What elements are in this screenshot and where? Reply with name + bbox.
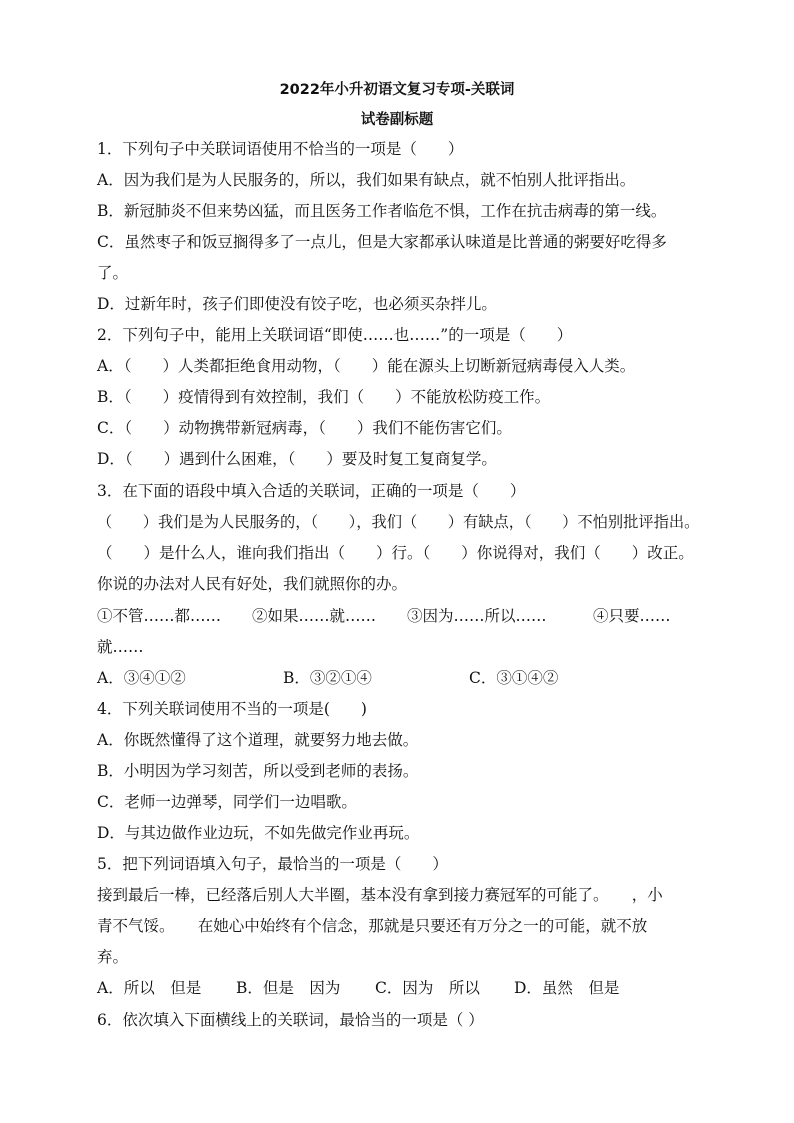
- q3-option-c: C．③①④②: [469, 669, 559, 687]
- page-subtitle: 试卷副标题: [360, 112, 434, 128]
- q5-option-b: B．但是 因为: [236, 979, 341, 997]
- q3-word-choices-cont: 就……: [97, 638, 144, 656]
- q3-options: [97, 668, 707, 688]
- q5-stem: 5．把下列词语填入句子，最恰当的一项是（ ）: [97, 855, 448, 873]
- q1-option-b: B．新冠肺炎不但来势凶猛，而且医务工作者临危不惧，工作在抗击病毒的第一线。: [97, 202, 667, 220]
- q2-option-d: D．（ ）遇到什么困难，（ ）要及时复工复商复学。: [97, 450, 497, 468]
- q5-passage-line: 弃。: [97, 948, 129, 966]
- q4-option-c: C．老师一边弹琴，同学们一边唱歌。: [97, 793, 357, 811]
- q4-option-b: B．小明因为学习刻苦，所以受到老师的表扬。: [97, 762, 419, 780]
- q1-option-c: C．虽然枣子和饭豆搁得多了一点儿，但是大家都承认味道是比普通的粥要好吃得多: [97, 233, 667, 251]
- q1-option-d: D．过新年时，孩子们即使没有饺子吃，也必须买杂拌儿。: [97, 295, 497, 313]
- q3-stem: 3．在下面的语段中填入合适的关联词，正确的一项是（ ）: [97, 482, 526, 500]
- q5-option-d: D．虽然 但是: [514, 979, 620, 997]
- q5-passage-line: 接到最后一棒，已经落后别人大半圈，基本没有拿到接力赛冠军的可能了。 ，小: [97, 886, 663, 904]
- q2-stem: 2．下列句子中，能用上关联词语“即使……也……”的一项是（ ）: [97, 326, 573, 344]
- q1-option-a: A．因为我们是为人民服务的，所以，我们如果有缺点，就不怕别人批评指出。: [97, 171, 636, 189]
- q4-stem: 4．下列关联词使用不当的一项是( ): [97, 700, 367, 718]
- q5-option-a: A．所以 但是: [97, 979, 202, 997]
- q2-option-a: A．（ ）人类都拒绝食用动物，（ ）能在源头上切断新冠病毒侵入人类。: [97, 357, 636, 375]
- q3-option-b: B．③②①④: [283, 669, 372, 687]
- q2-option-c: C．（ ）动物携带新冠病毒，（ ）我们不能伤害它们。: [97, 419, 512, 437]
- q3-passage-line: （ ）我们是为人民服务的，（ ），我们（ ）有缺点，（ ）不怕别批评指出。: [97, 513, 700, 531]
- q4-option-d: D．与其边做作业边玩，不如先做完作业再玩。: [97, 824, 420, 842]
- q1-stem: 1．下列句子中关联词语使用不恰当的一项是（ ）: [97, 140, 464, 158]
- page-title: 2022年小升初语文复习专项-关联词: [279, 82, 515, 98]
- q3-word-choices: ①不管……都…… ②如果……就…… ③因为……所以…… ④只要……: [97, 607, 671, 625]
- q1-option-c-cont: 了。: [97, 264, 129, 282]
- q5-option-c: C．因为 所以: [375, 979, 480, 997]
- q4-option-a: A．你既然懂得了这个道理，就要努力地去做。: [97, 731, 419, 749]
- q5-options: [97, 978, 707, 998]
- q2-option-b: B．（ ）疫情得到有效控制，我们（ ）不能放松防疫工作。: [97, 388, 551, 406]
- q5-passage-line: 青不气馁。 在她心中始终有个信念，那就是只要还有万分之一的可能，就不放: [97, 917, 648, 935]
- q3-passage-line: （ ）是什么人，谁向我们指出（ ）行。（ ）你说得对，我们（ ）改正。: [97, 544, 694, 562]
- q3-passage-line: 你说的办法对人民有好处，我们就照你的办。: [97, 575, 408, 593]
- q6-stem: 6．依次填入下面横线上的关联词，最恰当的一项是（ ）: [97, 1011, 484, 1029]
- q3-option-a: A．③④①②: [97, 669, 186, 687]
